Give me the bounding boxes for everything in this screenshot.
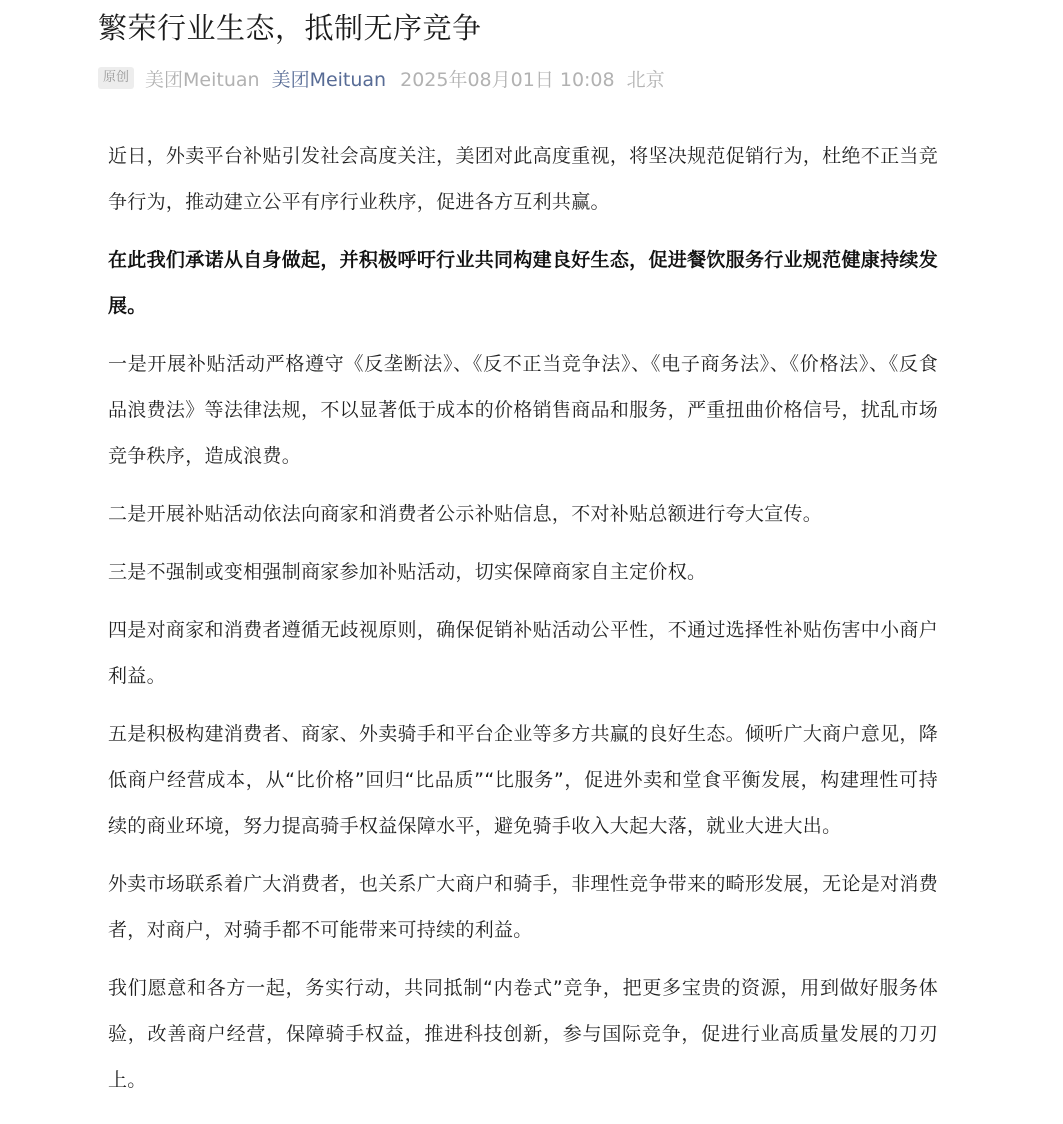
paragraph-intro: 近日，外卖平台补贴引发社会高度关注，美团对此高度重视，将坚决规范促销行为，杜绝不正当竞争行为，推动建立公平有序行业秩序，促进各方互利共赢。 (108, 145, 938, 213)
original-badge: 原创 (98, 67, 134, 89)
article-meta (98, 64, 665, 92)
paragraph-point-3: 三是不强制或变相强制商家参加补贴活动，切实保障商家自主定价权。 (108, 561, 707, 583)
author-name: 美团Meituan (145, 68, 260, 91)
paragraph-closing: 我们愿意和各方一起，务实行动，共同抵制“内卷式”竞争，把更多宝贵的资源，用到做好服务体验，改善商户经营，保障骑手权益，推进科技创新，参与国际竞争，促进行业高质量发展的刀刃上。 (108, 977, 938, 1091)
account-name-link[interactable]: 美团Meituan (271, 68, 387, 91)
paragraph-point-1: 一是开展补贴活动严格遵守《反垄断法》、《反不正当竞争法》、《电子商务法》、《价格法》、《反食品浪费法》等法律法规，不以显著低于成本的价格销售商品和服务，严重扭曲价格信号，扰乱市场竞争秩序，造成浪费。 (108, 353, 938, 467)
paragraph-commitment: 在此我们承诺从自身做起，并积极呼吁行业共同构建良好生态，促进餐饮服务行业规范健康持续发展。 (108, 249, 938, 317)
article-content (108, 133, 938, 1115)
paragraph-market: 外卖市场联系着广大消费者，也关系广大商户和骑手，非理性竞争带来的畸形发展，无论是对消费者，对商户，对骑手都不可能带来可持续的利益。 (108, 873, 938, 941)
paragraph-point-5: 五是积极构建消费者、商家、外卖骑手和平台企业等多方共赢的良好生态。倾听广大商户意见，降低商户经营成本，从“比价格”回归“比品质”“比服务”，促进外卖和堂食平衡发展，构建理性可持续的商业环境，努力提高骑手权益保障水平，避免骑手收入大起大落，就业大进大出。 (108, 723, 938, 837)
paragraph-point-4: 四是对商家和消费者遵循无歧视原则，确保促销补贴活动公平性，不通过选择性补贴伤害中小商户利益。 (108, 619, 938, 687)
article-title: 繁荣行业生态，抵制无序竞争 (98, 11, 482, 45)
publish-date: 2025年08月01日 10:08 (400, 68, 615, 91)
publish-location: 北京 (626, 68, 665, 91)
paragraph-point-2: 二是开展补贴活动依法向商家和消费者公示补贴信息，不对补贴总额进行夸大宣传。 (108, 503, 823, 525)
